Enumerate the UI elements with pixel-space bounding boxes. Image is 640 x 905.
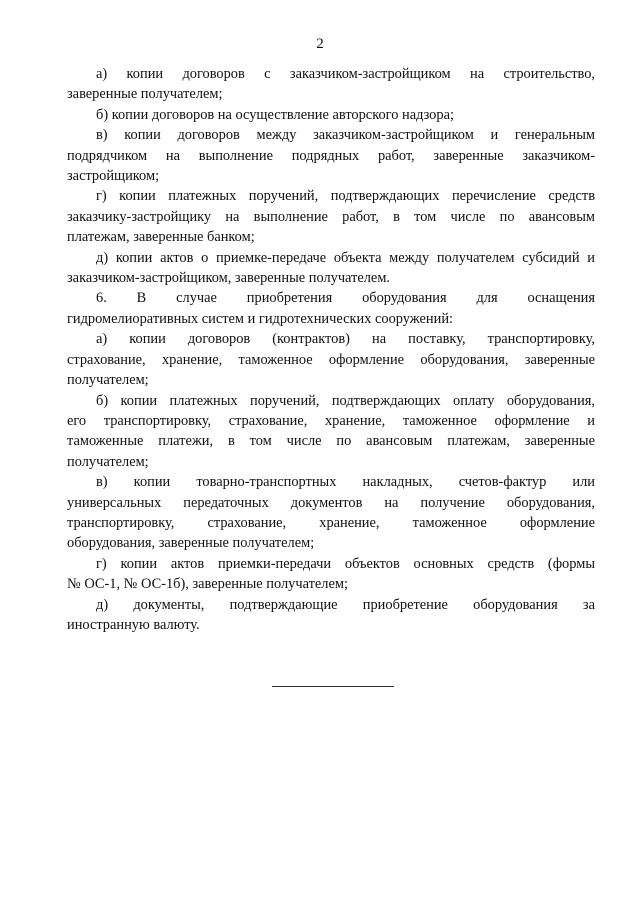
- text-line: страхование, хранение, таможенное оформление оборудования, заверенные: [67, 351, 595, 368]
- text-line: его транспортировку, страхование, хранение, таможенное оформление и: [67, 412, 595, 429]
- text-line: б) копии платежных поручений, подтверждающих оплату оборудования,: [96, 392, 595, 409]
- paragraph: [67, 288, 595, 329]
- paragraph: [67, 472, 595, 554]
- text-line: 6. В случае приобретения оборудования для оснащения: [96, 290, 595, 307]
- text-line: г) копии актов приемки-передачи объектов основных средств (формы: [96, 555, 595, 572]
- paragraph: [67, 248, 595, 289]
- paragraph: [67, 554, 595, 595]
- text-line: универсальных передаточных документов на получение оборудования,: [67, 494, 595, 511]
- page-number: 2: [316, 36, 324, 52]
- text-line: г) копии платежных поручений, подтверждающих перечисление средств: [96, 188, 595, 205]
- text-line: таможенные платежи, в том числе по авансовым платежам, заверенные: [67, 433, 595, 450]
- text-line: в) копии договоров между заказчиком-застройщиком и генеральным: [96, 127, 595, 144]
- text-line: заверенные получателем;: [67, 86, 223, 103]
- text-line: подрядчиком на выполнение подрядных работ, заверенные заказчиком-: [67, 147, 595, 164]
- paragraph: [67, 329, 595, 390]
- text-line: а) копии договоров (контрактов) на поставку, транспортировку,: [96, 331, 595, 348]
- text-line: платежам, заверенные банком;: [67, 229, 255, 246]
- text-line: иностранную валюту.: [67, 616, 200, 633]
- text-line: в) копии товарно-транспортных накладных, счетов-фактур или: [96, 474, 595, 491]
- paragraph: [67, 64, 595, 105]
- text-line: оборудования, заверенные получателем;: [67, 535, 315, 552]
- text-line: застройщиком;: [67, 168, 160, 185]
- paragraph: [67, 595, 595, 636]
- text-line: получателем;: [67, 372, 149, 389]
- text-line: гидромелиоративных систем и гидротехнических сооружений:: [67, 310, 454, 327]
- text-line: б) копии договоров на осуществление авторского надзора;: [96, 106, 454, 123]
- end-divider: [272, 686, 394, 687]
- paragraph: [67, 186, 595, 247]
- paragraph: [67, 391, 595, 473]
- text-line: № ОС-1, № ОС-1б), заверенные получателем;: [67, 576, 348, 593]
- text-line: д) копии актов о приемке-передаче объекта между получателем субсидий и: [96, 249, 595, 266]
- text-line: заказчиком-застройщиком, заверенные получателем.: [67, 270, 391, 287]
- text-line: заказчику-застройщику на выполнение работ, в том числе по авансовым: [67, 208, 595, 225]
- text-line: получателем;: [67, 453, 149, 470]
- document-body: [67, 64, 595, 635]
- paragraph: [67, 125, 595, 186]
- text-line: а) копии договоров с заказчиком-застройщиком на строительство,: [96, 66, 595, 82]
- text-line: д) документы, подтверждающие приобретение оборудования за: [96, 596, 595, 613]
- text-line: транспортировку, страхование, хранение, таможенное оформление: [67, 514, 595, 531]
- paragraph: [67, 105, 595, 125]
